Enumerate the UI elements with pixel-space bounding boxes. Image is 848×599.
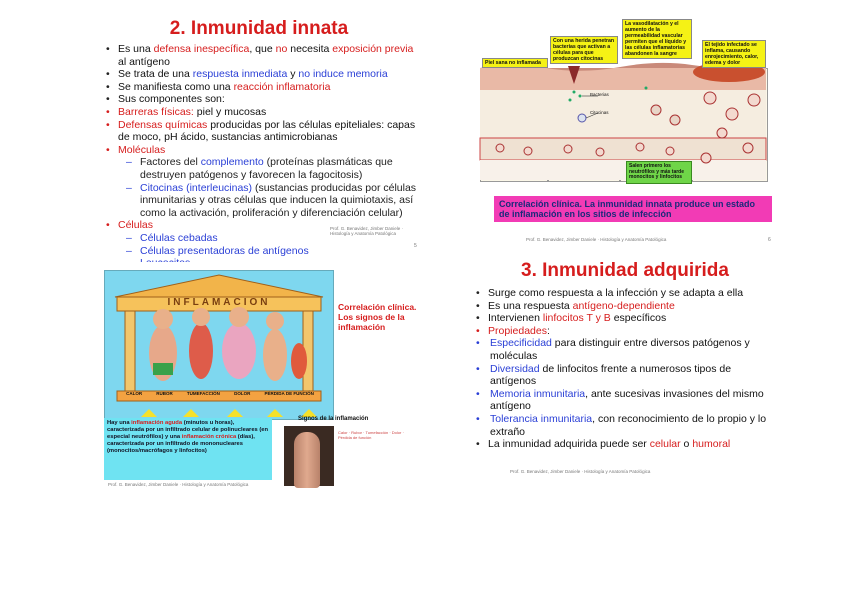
column-label-rubor: RUBOR — [156, 391, 173, 396]
temple-banner: INFLAMACION — [167, 297, 271, 308]
label-citocinas: Citocinas — [590, 110, 609, 115]
label-bacterias: Bacterias — [590, 92, 609, 97]
bullet: • Barreras físicas: piel y mucosas — [106, 106, 424, 119]
bullet: • Es una respuesta antígeno-dependiente — [476, 300, 776, 313]
bullet: • Células – Células cebadas – Células presentadoras de antígenos – — [106, 219, 424, 269]
label-vasodilation: La vasodilatación y el aumento de la permeabilidad vascular permiten que el líquido y las células inflamatorias abandonen la sangre — [622, 19, 692, 59]
label-wound: Con una herida penetran bacterias que activan a células para que produzcan citocinas — [550, 36, 618, 64]
temple-illustration — [104, 270, 334, 420]
label-neutrophils: Salen primero los neutrófilos y más tarde monocitos y linfocitos — [626, 161, 692, 184]
slide-inflammation-diagram — [470, 18, 780, 250]
column-labels — [119, 391, 321, 401]
sub-bullet: – Citocinas (interleucinas) (sustancias producidas por células inmunitarias y otras células que inducen la quimiotaxis, así como la activación, proliferación y diferenciación celular) — [118, 182, 424, 220]
bullet: • Se trata de una respuesta inmediata y no induce memoria — [106, 68, 424, 81]
slide-innate-immunity — [92, 18, 426, 258]
sub-bullet: – Factores del complemento (proteínas plasmáticas que destruyen patógenos y favorecen la fagocitosis) — [118, 156, 424, 181]
slide-footer: Prof. G. Benavidez, Jimber Daniele · Histología y Anatomía Patológica — [108, 482, 249, 487]
bullet: • Intervienen linfocitos T y B específicos — [476, 312, 776, 325]
bullet-list — [476, 287, 776, 451]
bullet: • Surge como respuesta a la infección y se adapta a ella — [476, 287, 776, 300]
slide-inflammation-signs — [92, 262, 426, 494]
photo-notes: Calor · Rubor · Tumefacción · Dolor · Pérdida de función — [338, 430, 404, 440]
slide-footer: Prof. G. Benavidez, Jimber Daniele · Histología y Anatomía Patológica — [510, 469, 651, 474]
finger-shape — [294, 432, 320, 488]
bullet: • Diversidad de linfocitos frente a numerosos tipos de antígenos — [476, 363, 776, 388]
label-healthy-skin: Piel sana no inflamada — [482, 58, 548, 68]
column-label-dolor: DOLOR — [234, 391, 251, 396]
bullet: • La inmunidad adquirida puede ser celular o humoral — [476, 438, 776, 451]
slide-title: 2. Inmunidad innata — [169, 18, 349, 39]
sub-bullet: – Células cebadas — [118, 232, 424, 245]
side-label: Correlación clínica. Los signos de la inflamación — [338, 302, 417, 332]
sub-list — [118, 156, 424, 219]
bullet: • Se manifiesta como una reacción inflamatoria — [106, 81, 424, 94]
bullet: • Tolerancia inmunitaria, con reconocimiento de lo propio y lo extraño — [476, 413, 776, 438]
slide-title: 3. Inmunidad adquirida — [521, 260, 729, 281]
acute-chronic-box: Hay una inflamación aguda (minutos u horas), caracterizada por un infiltrado celular de polinucleares (en especial neutrófilos) y una inflamación crónica (días), caracterizada por un infiltrado de mononucleares (monocitos/macrófagos y linfocitos) — [104, 418, 272, 480]
column-label-tumefaccion: TUMEFACCIÓN — [186, 391, 220, 396]
slide-footer: Prof. G. Benavidez, Jimber Daniele · Histología y Anatomía Patológica — [526, 237, 667, 242]
slide-adaptive-immunity — [470, 258, 780, 478]
bullet: • Memoria inmunitaria, ante sucesivas invasiones del mismo antígeno — [476, 388, 776, 413]
page-number: 6 — [768, 237, 771, 243]
slide-footer: Prof. G. Benavidez, Jimber Daniele · Histología y Anatomía Patológica — [330, 226, 404, 236]
photo-caption: Signos de la inflamación — [298, 416, 369, 422]
finger-photo — [284, 426, 334, 486]
column-label-calor: CALOR — [126, 391, 143, 396]
label-inflamed-tissue: El tejido infectado se inflama, causando enrojecimiento, calor, edema y dolor — [702, 40, 766, 68]
bullet: • Es una defensa inespecífica, que no necesita exposición previa al antígeno — [106, 43, 424, 68]
bullet: • Propiedades: — [476, 325, 776, 338]
clinical-correlation-box: Correlación clínica. La inmunidad innata produce un estado de inflamación en los sitios de infección — [494, 196, 772, 222]
bullet: • Moléculas – Factores del complemento (proteínas plasmáticas que destruyen patógenos y favorecen la fagocitosis) – Citocinas (interleucinas) (sustancias producidas por células inmunitarias y otras células que inducen la quimiotaxis, así como la activación, proliferación y diferenciación celular) — [106, 144, 424, 220]
column-label-perdida: PÉRDIDA DE FUNCIÓN — [264, 391, 314, 396]
bullet: • Defensas químicas producidas por las células epiteliales: capas de moco, pH ácido, sustancias antimicrobianas — [106, 119, 424, 144]
bullet: • Sus componentes son: — [106, 93, 424, 106]
sub-bullet: – Células presentadoras de antígenos — [118, 245, 424, 258]
page-number: 5 — [414, 243, 417, 249]
bullet: • Especificidad para distinguir entre diversos patógenos y moléculas — [476, 337, 776, 362]
